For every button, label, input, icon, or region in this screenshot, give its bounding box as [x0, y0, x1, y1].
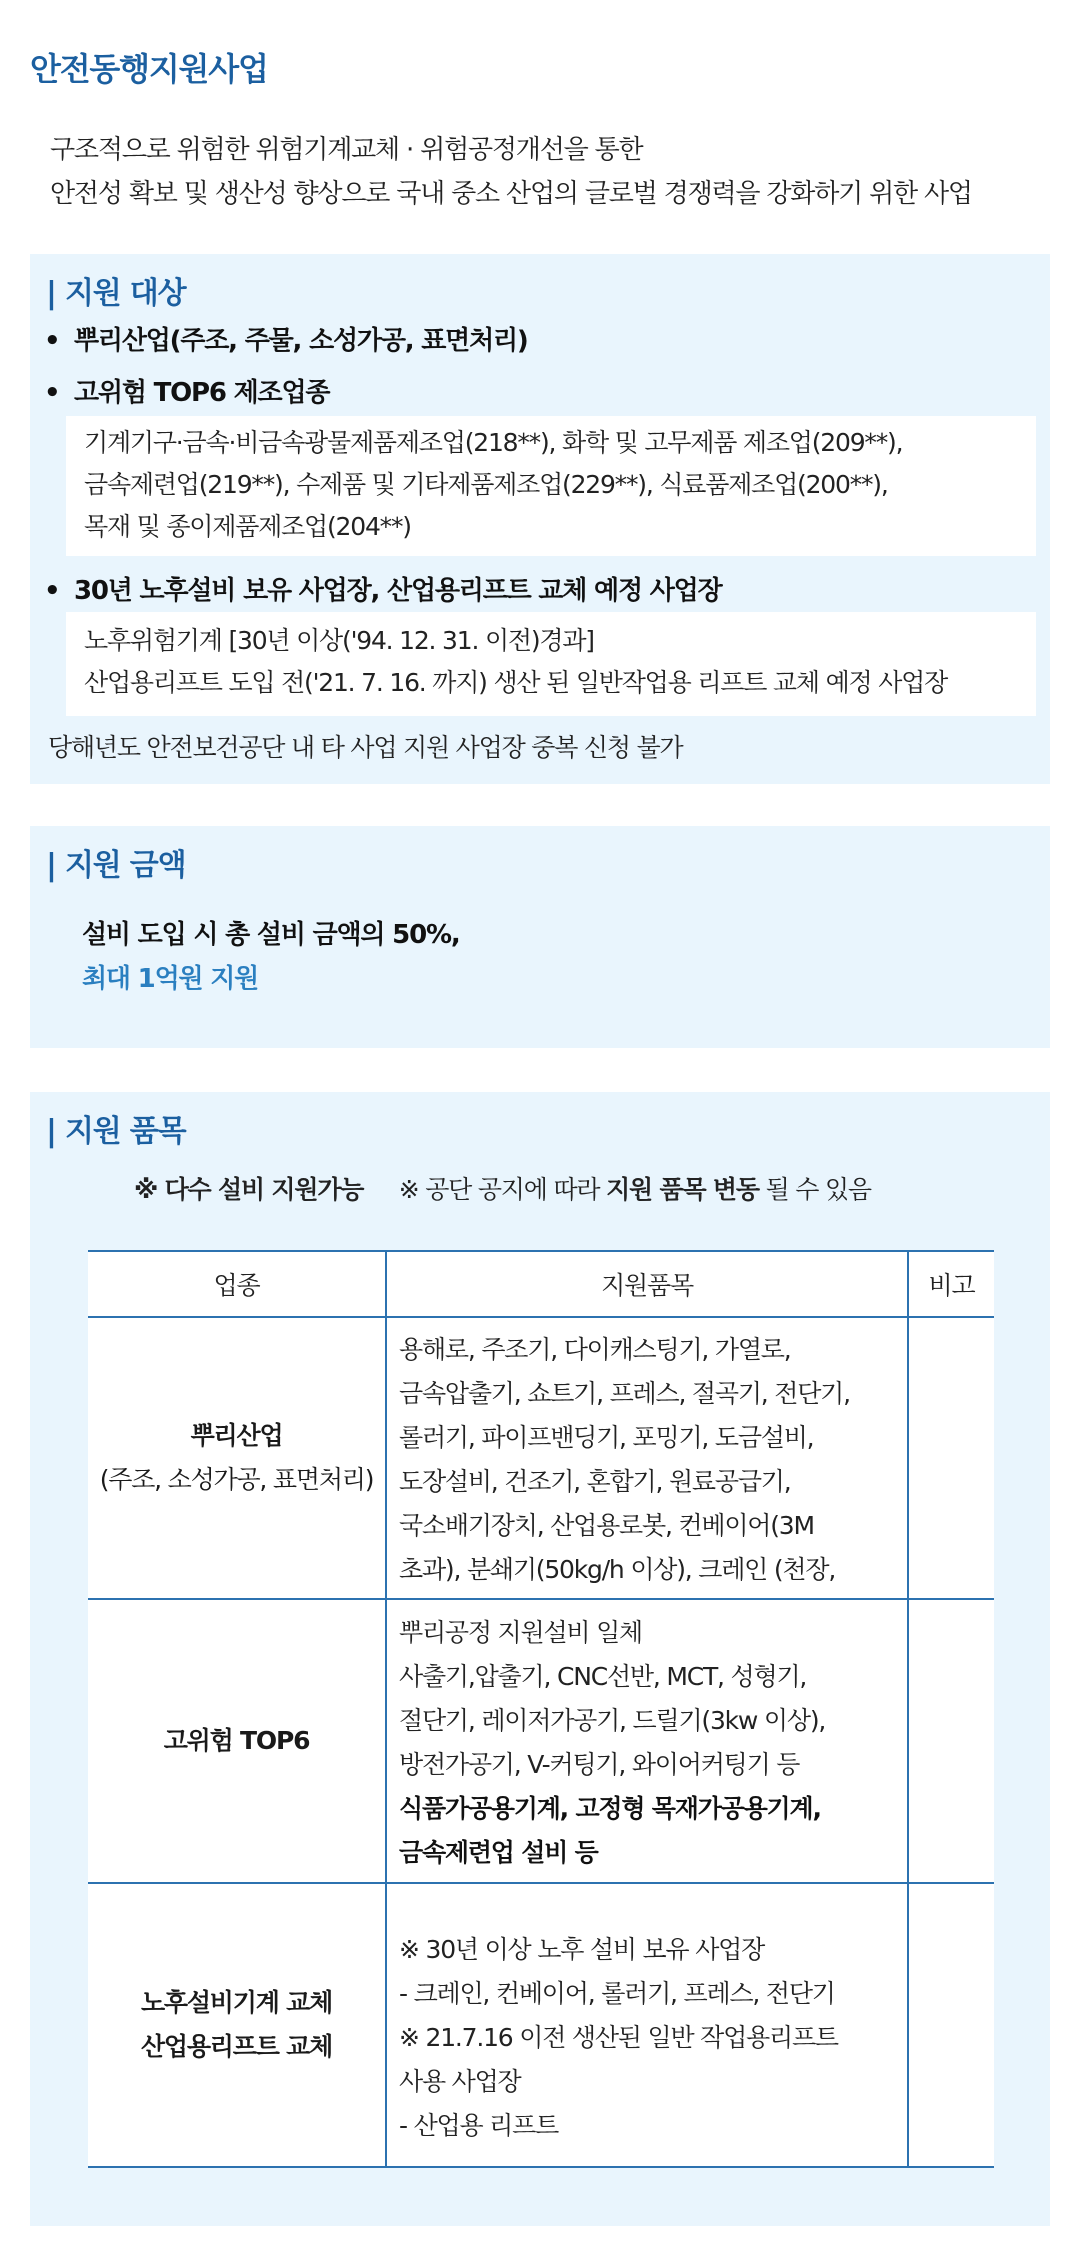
table-header-row	[88, 1251, 994, 1317]
target-bullet	[44, 570, 722, 607]
target-bullet-label: 30년 노후설비 보유 사업장, 산업용리프트 교체 예정 사업장	[74, 576, 722, 606]
item-line: - 크레인, 컨베이어, 롤러기, 프레스, 전단기	[399, 1979, 835, 2008]
industry-line: 기계기구·금속·비금속광물제품제조업(218**), 화학 및 고무제품 제조업(209**),	[84, 428, 903, 457]
industry-name: 노후설비기계 교체	[140, 1988, 333, 2017]
target-bullet	[44, 372, 329, 409]
items-notice	[134, 1170, 871, 1206]
support-items-table	[88, 1250, 994, 2168]
support-target-panel	[30, 254, 1050, 784]
item-line: ※ 30년 이상 노후 설비 보유 사업장	[399, 1935, 765, 1964]
aged-equipment-detail	[66, 612, 1036, 716]
item-line: 사출기,압출기, CNC선반, MCT, 성형기,	[399, 1662, 807, 1691]
item-line: 절단기, 레이저가공기, 드릴기(3kw 이상),	[399, 1706, 826, 1735]
notice-emphasis: 지원 품목 변동	[606, 1175, 759, 1204]
industry-cell	[88, 1599, 386, 1883]
detail-line: 노후위험기계 [30년 이상('94. 12. 31. 이전)경과]	[84, 626, 594, 655]
item-line: 롤러기, 파이프밴딩기, 포밍기, 도금설비,	[399, 1423, 814, 1452]
remarks-cell	[908, 1883, 994, 2167]
item-line: - 산업용 리프트	[399, 2111, 559, 2140]
industry-name: 고위험 TOP6	[163, 1726, 310, 1755]
bullet-mark: •	[44, 378, 60, 408]
multi-equipment-notice: ※ 다수 설비 지원가능	[134, 1175, 364, 1204]
remarks-cell	[908, 1317, 994, 1599]
bullet-mark: •	[44, 576, 60, 606]
item-line: 초과), 분쇄기(50kg/h 이상), 크레인 (천장,	[399, 1555, 836, 1584]
items-cell	[386, 1883, 908, 2167]
intro-line: 구조적으로 위험한 위험기계교체 · 위험공정개선을 통한	[50, 135, 643, 165]
detail-line: 산업용리프트 도입 전('21. 7. 16. 까지) 생산 된 일반작업용 리프트 교체 예정 사업장	[84, 668, 948, 697]
item-line: ※ 21.7.16 이전 생산된 일반 작업용리프트	[399, 2023, 838, 2052]
item-line: 뿌리공정 지원설비 일체	[399, 1618, 642, 1647]
header-remarks: 비고	[908, 1251, 994, 1317]
industry-cell	[88, 1883, 386, 2167]
target-bullet-label: 고위험 TOP6 제조업종	[74, 378, 330, 408]
header-items: 지원품목	[386, 1251, 908, 1317]
items-cell	[386, 1317, 908, 1599]
industry-name: 뿌리산업	[190, 1421, 283, 1450]
section-title-items: | 지원 품목	[46, 1114, 186, 1149]
industry-line: 목재 및 종이제품제조업(204**)	[84, 512, 411, 541]
industry-cell	[88, 1317, 386, 1599]
table-row	[88, 1883, 994, 2167]
item-line: 도장설비, 건조기, 혼합기, 원료공급기,	[399, 1467, 791, 1496]
support-amount-panel	[30, 826, 1050, 1048]
industry-name: 산업용리프트 교체	[140, 2032, 333, 2061]
bullet-mark: •	[44, 326, 60, 356]
items-cell	[386, 1599, 908, 1883]
page-title: 안전동행지원사업	[30, 50, 268, 88]
intro-line: 안전성 확보 및 생산성 향상으로 국내 중소 산업의 글로벌 경쟁력을 강화하기 위한 사업	[50, 179, 972, 209]
item-line: 국소배기장치, 산업용로봇, 컨베이어(3M	[399, 1511, 814, 1540]
industry-sub: (주조, 소성가공, 표면처리)	[99, 1465, 374, 1494]
target-bullet	[44, 320, 528, 357]
item-line: 금속압출기, 쇼트기, 프레스, 절곡기, 전단기,	[399, 1379, 850, 1408]
item-line: 방전가공기, V-커팅기, 와이어커팅기 등	[399, 1750, 800, 1779]
header-industry: 업종	[88, 1251, 386, 1317]
table-row	[88, 1599, 994, 1883]
top6-industry-list	[66, 416, 1036, 556]
table-row	[88, 1317, 994, 1599]
notice-text: ※ 공단 공지에 따라	[398, 1175, 607, 1204]
item-line-bold: 금속제련업 설비 등	[399, 1838, 598, 1867]
section-title-target: | 지원 대상	[46, 276, 186, 311]
item-line: 용해로, 주조기, 다이캐스팅기, 가열로,	[399, 1335, 791, 1364]
item-line: 사용 사업장	[399, 2067, 521, 2096]
target-bullet-label: 뿌리산업(주조, 주물, 소성가공, 표면처리)	[74, 326, 528, 356]
amount-rate: 설비 도입 시 총 설비 금액의 50%,	[82, 920, 460, 950]
remarks-cell	[908, 1599, 994, 1883]
section-title-amount: | 지원 금액	[46, 848, 186, 883]
industry-line: 금속제련업(219**), 수제품 및 기타제품제조업(229**), 식료품제조업(200**),	[84, 470, 888, 499]
intro-text	[50, 128, 972, 216]
item-line-bold: 식품가공용기계, 고정형 목재가공용기계,	[399, 1794, 821, 1823]
notice-text-end: 될 수 있음	[758, 1175, 871, 1204]
amount-max: 최대 1억원 지원	[82, 964, 259, 994]
duplicate-application-note: 당해년도 안전보건공단 내 타 사업 지원 사업장 중복 신청 불가	[48, 733, 683, 762]
